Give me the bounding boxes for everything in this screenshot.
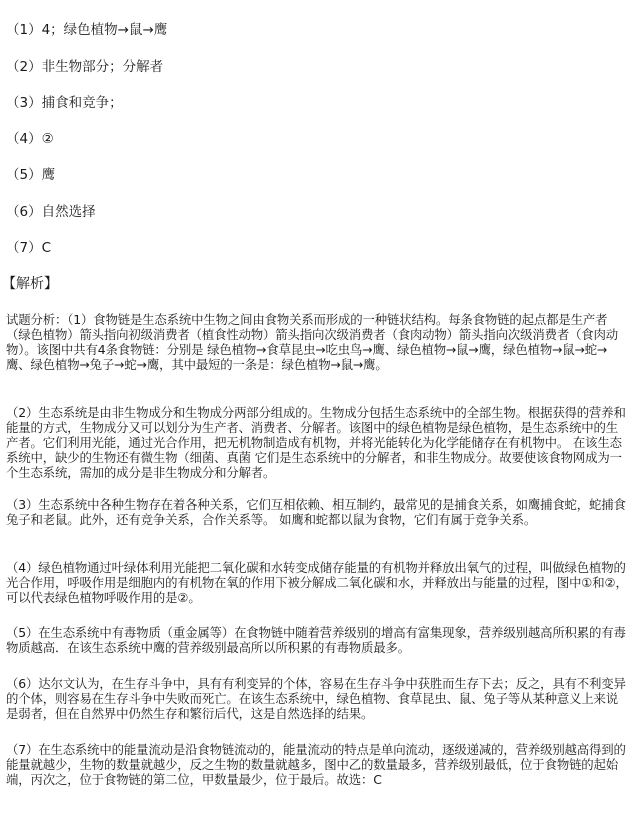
analysis-paragraph-7: （7）在生态系统中的能量流动是沿食物链流动的，能量流动的特点是单向流动，逐级递减的，营养级别越高得到的能量就越少，生物的数量就越少，反之生物的数量就越多，图中乙的数量最多，营养级别最低，位于食物链的起始端，丙次之，位于食物链的第二位，甲数量最少，位于最后。故选：C xyxy=(6,742,626,787)
analysis-paragraph-6: （6）达尔文认为，在生存斗争中，具有有利变异的个体，容易在生存斗争中获胜而生存下去；反之，具有不利变异的个体，则容易在生存斗争中失败而死亡。在该生态系统中，绿色植物、食草昆虫、鼠、兔子等从某种意义上来说是弱者，但在自然界中仍然生存和繁衍后代，这是自然选择的结果。 xyxy=(6,676,626,721)
analysis-paragraph-1: 试题分析：（1）食物链是生态系统中生物之间由食物关系而形成的一种链状结构。每条食物链的起点都是生产者（绿色植物）箭头指向初级消费者（植食性动物）箭头指向次级消费者（食肉动物）箭头指向次级消费者（食肉动物）。该图中共有4条食物链：分别是 绿色植物→食草昆虫→吃虫鸟→鹰、绿色植物→鼠→鹰，绿色植物→鼠→蛇→鹰、绿色植物→兔子→蛇→鹰，其中最短的一条是：绿色植物→鼠→鹰。 xyxy=(6,312,619,372)
analysis-paragraph-2: （2）生态系统是由非生物成分和生物成分两部分组成的。生物成分包括生态系统中的全部生物。根据获得的营养和能量的方式，生物成分又可以划分为生产者、消费者、分解者。该图中的绿色植物是绿色植物，是生态系统中的生产者。它们利用光能，通过光合作用，把无机物制造成有机物，并将光能转化为化学能储存在有机物中。 在该生态系统中，缺少的生物还有微生物（细菌、真菌 它们是生态系统中的分解者，和非生物成分。故要使该食物网成为一个生态系统，需加的成分是非生物成分和分解者。 xyxy=(6,405,626,480)
analysis-paragraph-4: （4）绿色植物通过叶绿体利用光能把二氧化碳和水转变成储存能量的有机物并释放出氧气的过程，叫做绿色植物的光合作用，呼吸作用是细胞内的有机物在氧的作用下被分解成二氧化碳和水，并释放出与能量的过程，图中①和②，可以代表绿色植物呼吸作用的是②。 xyxy=(6,560,628,605)
answer-2: （2）非生物部分；分解者 xyxy=(6,59,164,75)
answer-7: （7）C xyxy=(6,240,52,256)
answer-1: （1）4；绿色植物→鼠→鹰 xyxy=(6,22,168,38)
analysis-heading: 【解析】 xyxy=(2,276,58,292)
answer-5: （5）鹰 xyxy=(6,167,56,183)
answer-4: （4）② xyxy=(6,131,54,147)
answer-6: （6）自然选择 xyxy=(6,204,96,220)
analysis-paragraph-3: （3）生态系统中各种生物存在着各种关系，它们互相依赖、相互制约，最常见的是捕食关系，如鹰捕食蛇，蛇捕食兔子和老鼠。此外，还有竞争关系，合作关系等。 如鹰和蛇都以鼠为食物，它们有属于竞争关系。 xyxy=(6,497,626,527)
answer-3: （3）捕食和竞争； xyxy=(6,95,123,111)
analysis-paragraph-5: （5）在生态系统中有毒物质（重金属等）在食物链中随着营养级别的增高有富集现象，营养级别越高所积累的有毒物质越高．在该生态系统中鹰的营养级别最高所以所积累的有毒物质最多。 xyxy=(6,625,626,655)
